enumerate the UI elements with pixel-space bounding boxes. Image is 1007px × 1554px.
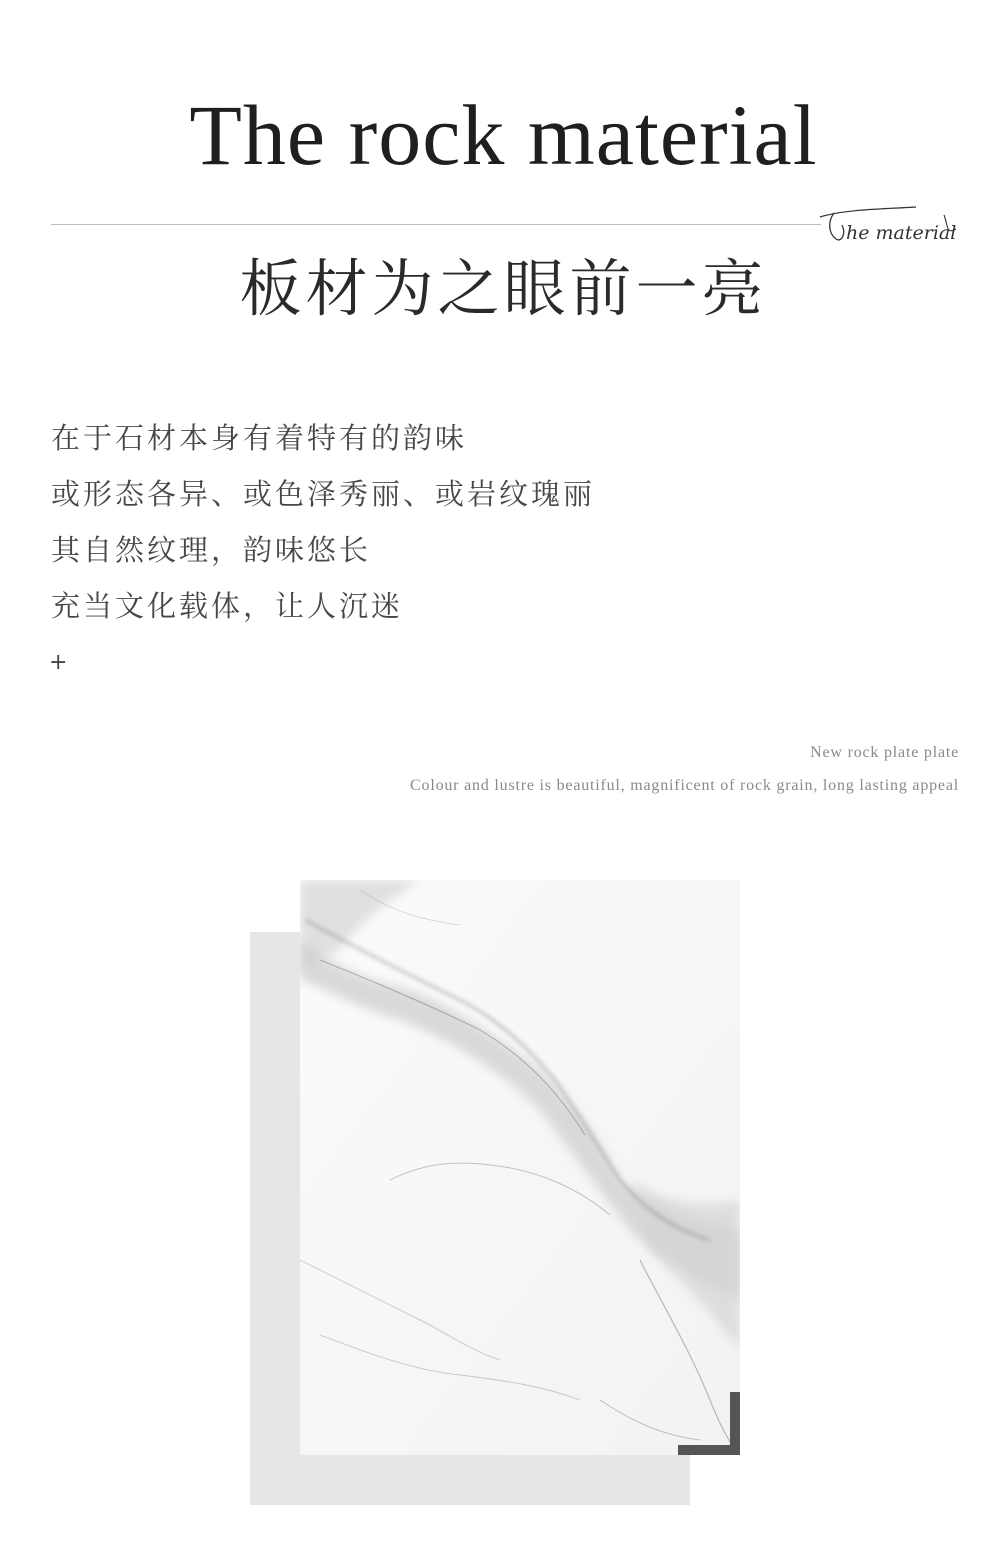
description-line: 其自然纹理，韵味悠长 <box>51 533 372 567</box>
section-subtitle: 板材为之眼前一亮 <box>239 252 768 325</box>
tagline <box>410 745 959 794</box>
tagline-title: New rock plate plate <box>810 744 959 761</box>
description-line: 充当文化载体，让人沉迷 <box>51 589 404 623</box>
signature-logo <box>816 203 961 247</box>
marble-slab-image <box>300 880 740 1455</box>
divider-line <box>51 224 821 225</box>
page-title: The rock material <box>189 87 818 183</box>
corner-bracket-icon <box>678 1392 740 1455</box>
description-line: 或形态各异、或色泽秀丽、或岩纹瑰丽 <box>51 477 596 511</box>
tagline-description: Colour and lustre is beautiful, magnificent of rock grain, long lasting appeal <box>410 777 959 794</box>
svg-text:he material: he material <box>846 222 957 244</box>
plus-icon: + <box>49 650 68 675</box>
description-line: 在于石材本身有着特有的韵味 <box>51 421 468 455</box>
description-text <box>51 420 595 644</box>
